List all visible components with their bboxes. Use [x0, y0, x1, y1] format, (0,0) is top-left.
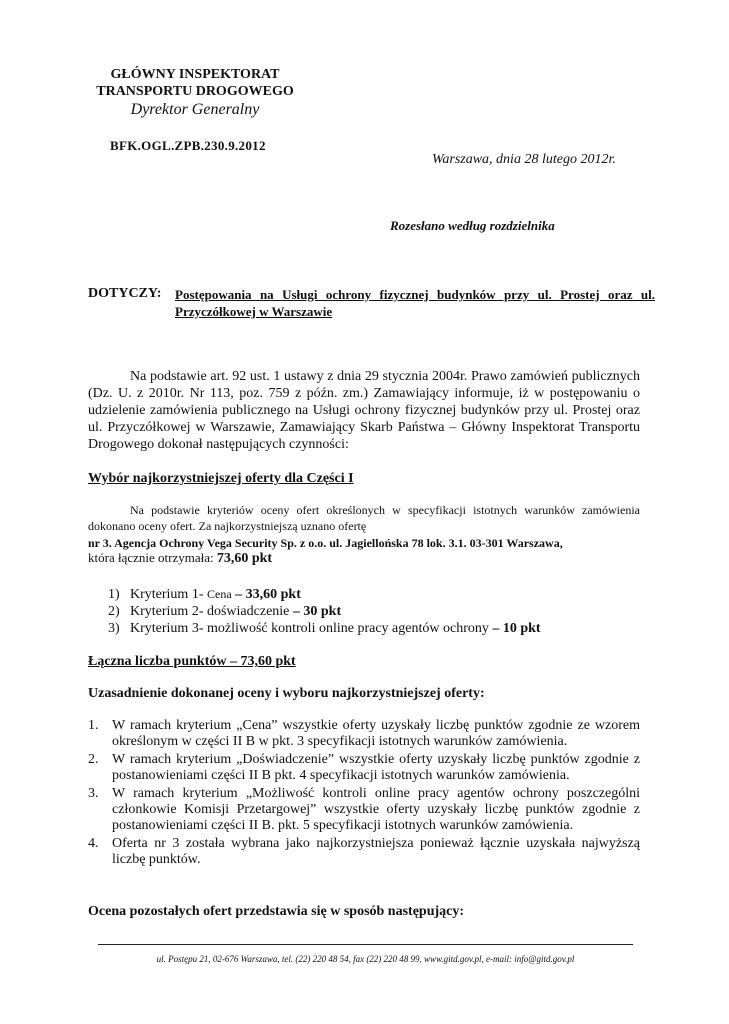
criterion-text: Kryterium 2- doświadczenie — [130, 604, 290, 619]
document-date: Warszawa, dnia 28 lutego 2012r. — [432, 152, 616, 167]
justification-heading: Uzasadnienie dokonanej oceny i wyboru najkorzystniejszej oferty: — [88, 686, 485, 701]
footer-divider — [98, 944, 633, 945]
criterion-sep: – — [231, 587, 246, 602]
org-name-line2: TRANSPORTU DROGOWEGO — [96, 84, 294, 99]
signatory-role: Dyrektor Generalny — [130, 101, 260, 118]
reference-number: BFK.OGL.ZPB.230.9.2012 — [110, 138, 266, 153]
intro-paragraph — [88, 368, 640, 453]
criterion-small: Cena — [206, 587, 232, 601]
item-text: W ramach kryterium „Możliwość kontroli online pracy agentów ochrony poszczególni członkowie Komisji Przetargowej” wszystkie oferty uzyskały liczbę punktów zgodnie z postanowieniami części II B. pkt. 5 specyfikacji istotnych warunków zamówienia. — [112, 786, 640, 833]
criterion-sep: – — [488, 621, 503, 636]
section-paragraph — [88, 502, 640, 534]
criterion-text: Kryterium 3- możliwość kontroli online pracy agentów ochrony — [130, 621, 489, 636]
winning-offer: nr 3. Agencja Ochrony Vega Security Sp. z o.o. ul. Jagiellońska 78 lok. 3.1. 03-301 Warszawa, — [88, 536, 563, 550]
list-item — [88, 836, 640, 868]
item-number: 1. — [88, 718, 99, 733]
item-text: W ramach kryterium „Cena” wszystkie oferty uzyskały liczbę punktów zgodnie ze wzorem określonym w części II B w pkt. 3 specyfikacji istotnych warunków zamówienia. — [112, 718, 640, 749]
total-points-heading: Łączna liczba punktów – 73,60 pkt — [88, 654, 296, 669]
subject-text: Postępowania na Usługi ochrony fizycznej budynków przy ul. Prostej oraz ul. Przyczółkowej w Warszawie — [175, 287, 655, 319]
criterion-sep: – — [289, 604, 304, 619]
list-item — [88, 752, 640, 784]
footer-contact: ul. Postępu 21, 02-676 Warszawa, tel. (22) 220 48 54, fax (22) 220 48 99, www.gitd.gov.pl, e-mail: info@gitd.gov.pl — [156, 954, 575, 964]
criteria-list — [108, 586, 648, 637]
distribution-note: Rozesłano według rozdzielnika — [390, 218, 555, 233]
criterion-number: 3) — [108, 621, 120, 636]
letterhead — [70, 66, 320, 120]
other-offers-heading: Ocena pozostałych ofert przedstawia się w sposób następujący: — [88, 904, 465, 919]
org-name-line1: GŁÓWNY INSPEKTORAT — [110, 67, 280, 82]
list-item — [88, 786, 640, 834]
section-heading: Wybór najkorzystniejszej oferty dla Części I — [88, 471, 354, 486]
item-text: W ramach kryterium „Doświadczenie” wszystkie oferty uzyskały liczbę punktów zgodnie z postanowieniami części II B pkt. 4 specyfikacji istotnych warunków zamówienia. — [112, 752, 640, 783]
intro-text: Na podstawie art. 92 ust. 1 ustawy z dnia 29 stycznia 2004r. Prawo zamówień publicznych (Dz. U. z 2010r. Nr 113, poz. 759 z późn. zm.) Zamawiający informuje, iż w postępowaniu o udzielenie zamówienia publicznego na Usługi ochrony fizycznej budynków przy ul. Prostej oraz ul. Przyczółkowej w Warszawie, Zamawiający Skarb Państwa – Główny Inspektorat Transportu Drogowego dokonał następujących czynności: — [88, 369, 640, 452]
item-number: 4. — [88, 836, 99, 851]
list-item — [108, 603, 648, 620]
item-number: 2. — [88, 752, 99, 767]
offer-total — [88, 550, 272, 567]
item-number: 3. — [88, 786, 99, 801]
criterion-number: 2) — [108, 604, 120, 619]
justification-list — [88, 718, 640, 870]
list-item — [108, 620, 648, 637]
list-item — [88, 718, 640, 750]
criterion-text: Kryterium 1- — [130, 587, 207, 602]
section-text: Na podstawie kryteriów oceny ofert określonych w specyfikacji istotnych warunków zamówienia dokonano oceny ofert. Za najkorzystniejszą uznano ofertę — [88, 503, 640, 533]
criterion-number: 1) — [108, 587, 120, 602]
subject-label: DOTYCZY: — [88, 286, 162, 301]
item-text: Oferta nr 3 została wybrana jako najkorzystniejsza ponieważ łącznie uzyskała najwyższą liczbę punktów. — [112, 836, 640, 867]
list-item — [108, 586, 648, 603]
criterion-score: 30 pkt — [303, 604, 342, 619]
criterion-score: 10 pkt — [502, 621, 541, 636]
offer-total-prefix: która łącznie otrzymała: — [88, 550, 217, 565]
criterion-score: 33,60 pkt — [245, 587, 301, 602]
offer-total-value: 73,60 pkt — [216, 551, 273, 566]
